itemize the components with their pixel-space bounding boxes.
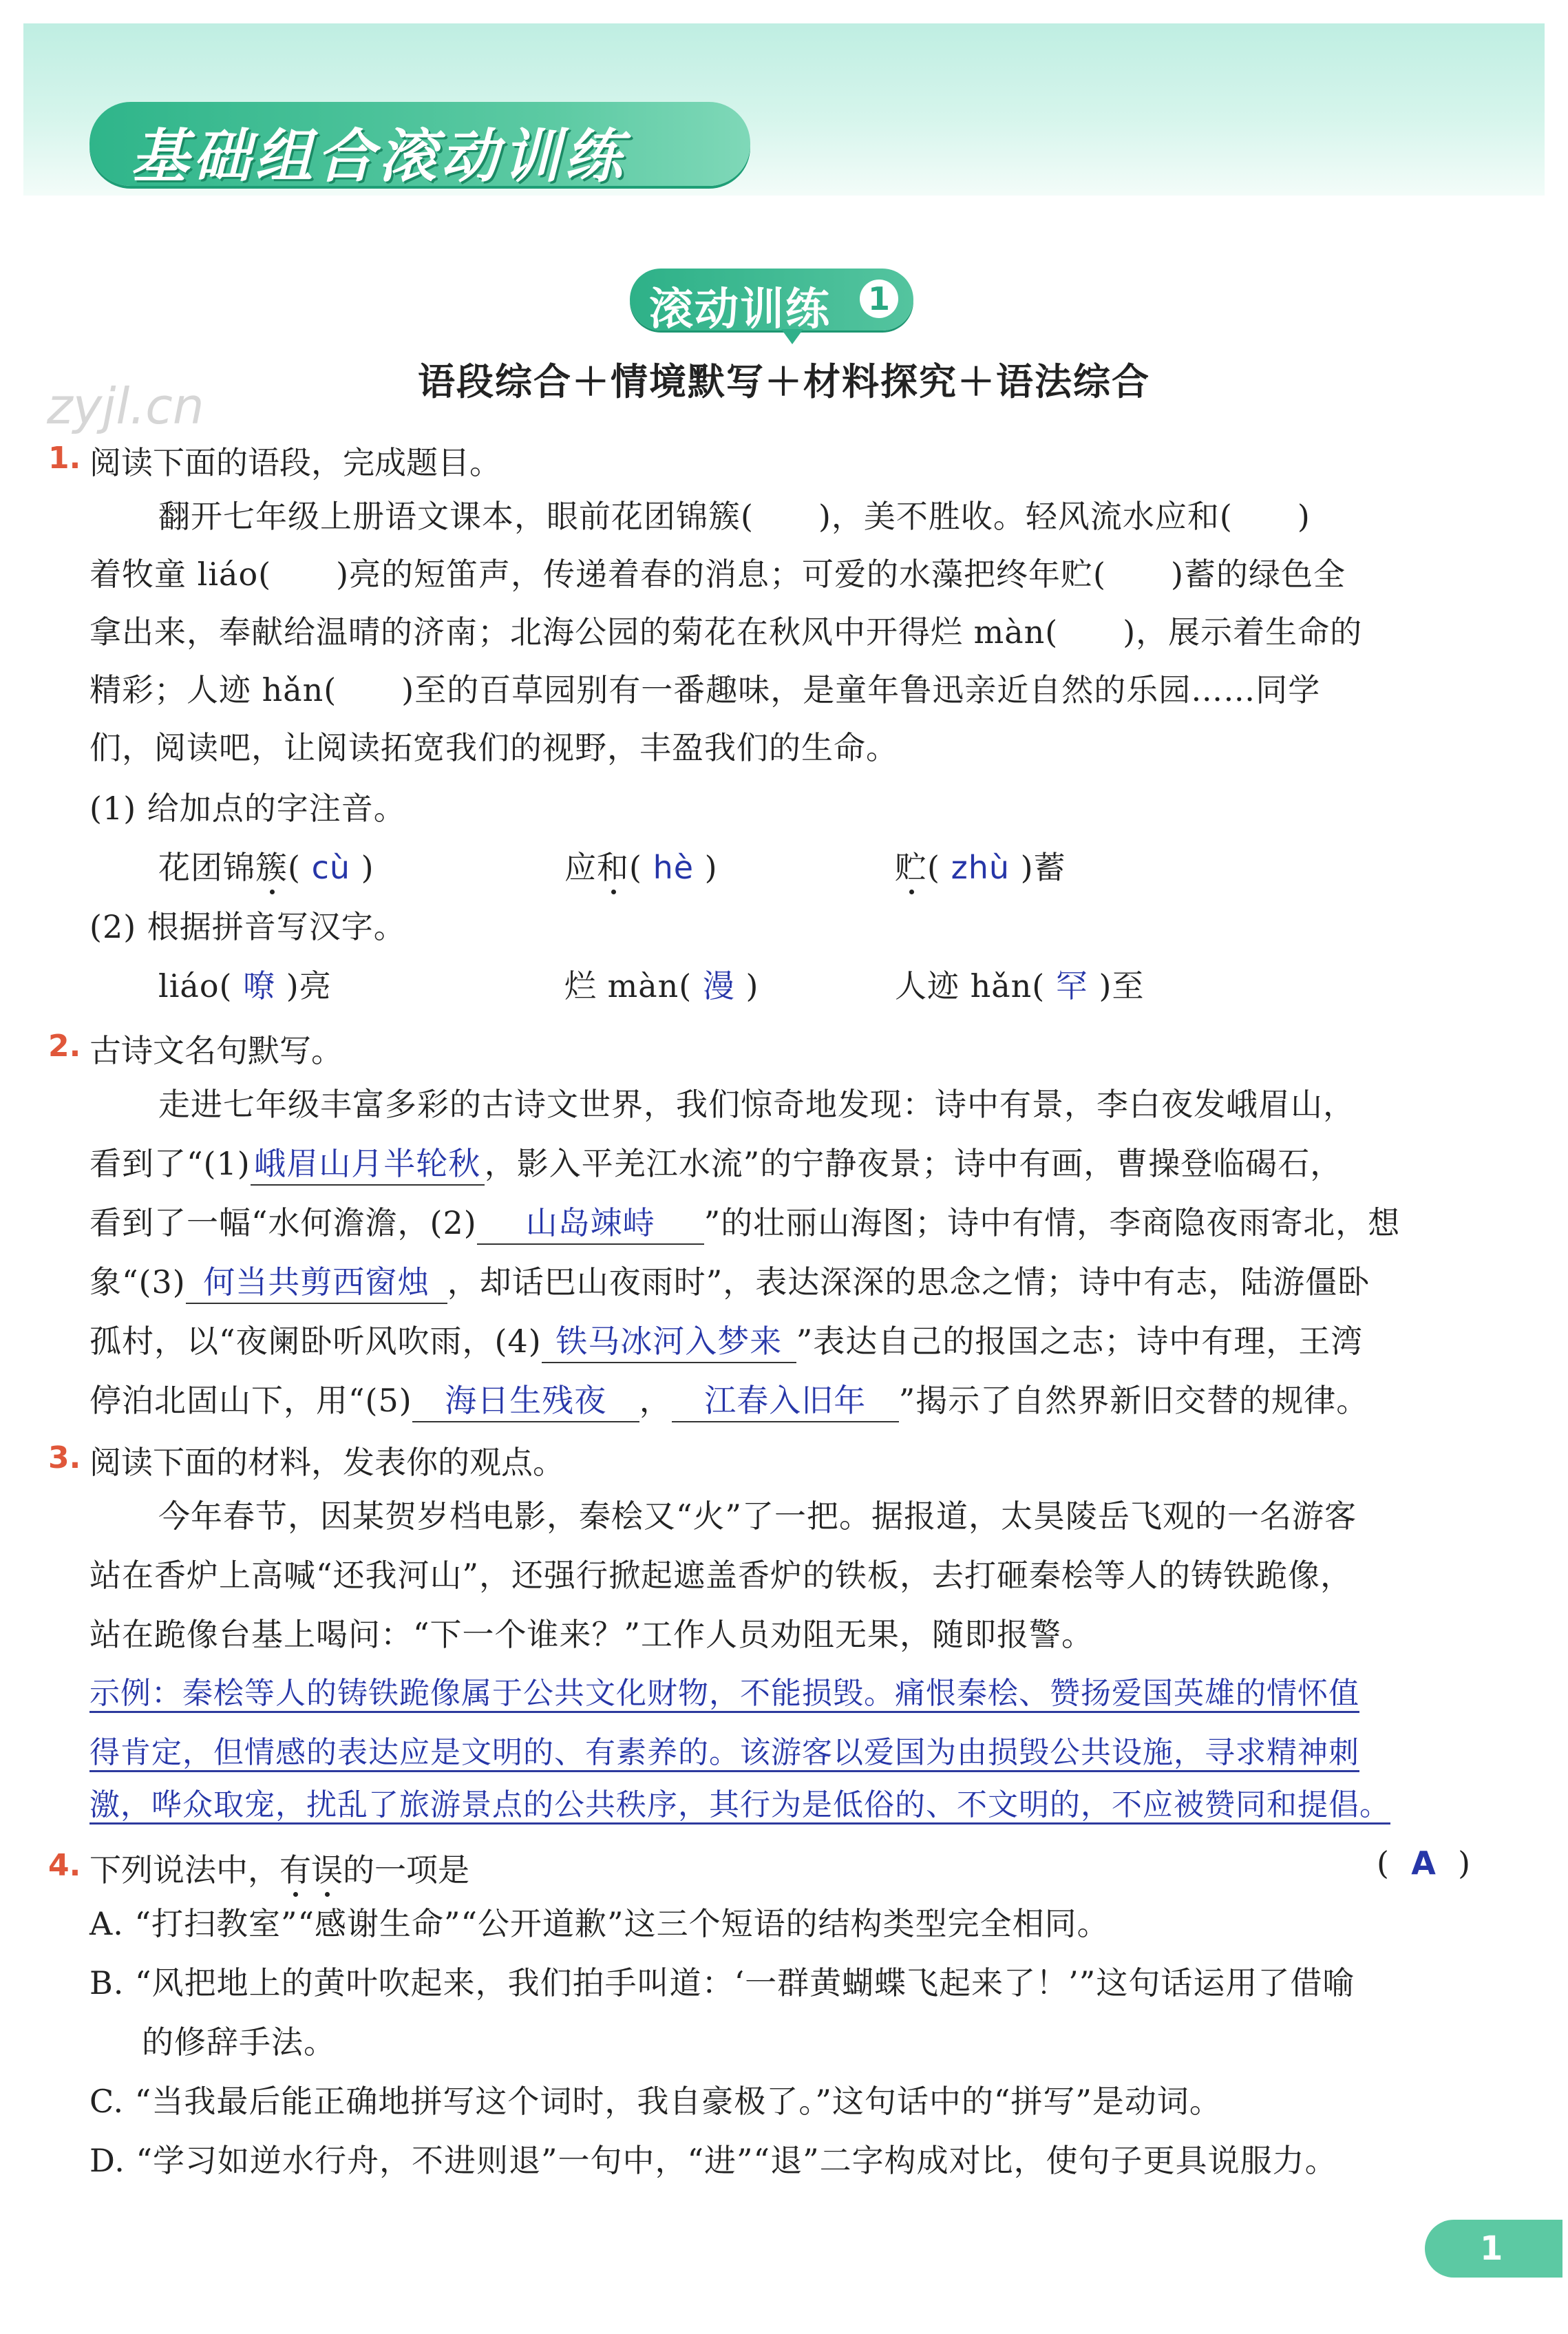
q2-line: 孤村，以“夜阑卧听风吹雨，(4) 铁马冰河入梦来 ”表达自己的报国之志；诗中有理，王湾 (89, 1321, 1363, 1363)
q4-option: C. “当我最后能正确地拼写这个词时，我自豪极了。”这句话中的“拼写”是动词。 (89, 2083, 1222, 2120)
q3-answer-line: 得肯定，但情感的表达应是文明的、有素养的。该游客以爱国为由损毁公共设施，寻求精神刺 (89, 1732, 1359, 1774)
q1-number: 1. (48, 441, 81, 476)
q4-option: 的修辞手法。 (142, 2023, 336, 2061)
q1-sub1-item: 应和( hè ) (564, 849, 718, 886)
q3-answer-line: 激，哗众取宠，扰乱了旅游景点的公共秩序，其行为是低俗的、不文明的，不应被赞同和提倡。 (89, 1785, 1390, 1826)
section-pill (630, 269, 913, 335)
q1-passage-line: 拿出来，奉献给温晴的济南；北海公园的菊花在秋风中开得烂 màn( )，展示着生命的 (89, 613, 1363, 651)
answer-text: cù (311, 849, 351, 886)
page-number: 1 (1425, 2220, 1562, 2278)
q4-answer-bracket: ( A ) (1377, 1844, 1472, 1882)
q3-answer-line: 示例：秦桧等人的铸铁跪像属于公共文化财物，不能损毁。痛恨秦桧、赞扬爱国英雄的情怀值 (89, 1673, 1359, 1714)
answer-blank: 江春入旧年 (672, 1380, 899, 1422)
answer-blank: 铁马冰河入梦来 (542, 1321, 796, 1363)
answer-text: A (1411, 1844, 1437, 1882)
q4-option: A. “打扫教室”“感谢生命”“公开道歉”这三个短语的结构类型完全相同。 (89, 1905, 1110, 1942)
q1-sub2-item: liáo( 嘹 )亮 (158, 967, 332, 1005)
answer-text: zhù (951, 849, 1010, 886)
q3-passage-line: 站在香炉上高喊“还我河山”，还强行掀起遮盖香炉的铁板，去打砸秦桧等人的铸铁跪像， (89, 1557, 1353, 1594)
q2-line: 看到了一幅“水何澹澹，(2) 山岛竦峙 ”的壮丽山海图；诗中有情，李商隐夜雨寄北，想 (89, 1202, 1400, 1245)
answer-text: 漫 (702, 967, 735, 1005)
q1-sub1-item: 贮( zhù )蓄 (895, 849, 1066, 886)
q1-sub1-prompt: (1) 给加点的字注音。 (89, 790, 406, 827)
q3-passage-line: 站在跪像台基上喝问：“下一个谁来？”工作人员劝阻无果，随即报警。 (89, 1616, 1094, 1653)
answer-text: 嘹 (243, 967, 276, 1005)
q1-passage-line: 着牧童 liáo( )亮的短笛声，传递着春的消息；可爱的水藻把终年贮( )蓄的绿色全 (89, 556, 1346, 593)
q4-option: B. “风把地上的黄叶吹起来，我们拍手叫道：‘一群黄蝴蝶飞起来了！’”这句话运用了借喻 (89, 1964, 1355, 2001)
q2-line: 停泊北固山下，用“(5) 海日生残夜 ， 江春入旧年 ”揭示了自然界新旧交替的规律。 (89, 1380, 1368, 1422)
q2-line: 象“(3) 何当共剪西窗烛 ，却话巴山夜雨时”，表达深深的思念之情；诗中有志，陆游僵卧 (89, 1261, 1370, 1304)
watermark: zyjl.cn (47, 377, 204, 435)
q3-number: 3. (48, 1440, 81, 1475)
q1-sub2-item: 人迹 hǎn( 罕 )至 (895, 967, 1145, 1005)
banner-title: 基础组合滚动训练 (131, 123, 627, 190)
banner (89, 102, 750, 190)
q1-prompt: 阅读下面的语段，完成题目。 (89, 444, 501, 481)
q1-sub1-item: 花团锦簇( cù ) (158, 849, 374, 886)
q1-passage-line: 翻开七年级上册语文课本，眼前花团锦簇( )，美不胜收。轻风流水应和( ) (158, 498, 1311, 535)
answer-text: hè (653, 849, 695, 886)
q1-sub2-item: 烂 màn( 漫 ) (564, 967, 759, 1005)
q2-line: 看到了“(1) 峨眉山月半轮秋 ，影入平羌江水流”的宁静夜景；诗中有画，曹操登临碣石， (89, 1143, 1342, 1186)
q1-passage-line: 们，阅读吧，让阅读拓宽我们的视野，丰盈我们的生命。 (89, 729, 898, 766)
q2-prompt: 古诗文名句默写。 (89, 1032, 343, 1069)
q2-number: 2. (48, 1029, 81, 1064)
answer-blank: 何当共剪西窗烛 (186, 1261, 447, 1304)
answer-blank: 峨眉山月半轮秋 (251, 1143, 485, 1186)
q2-line: 走进七年级丰富多彩的古诗文世界，我们惊奇地发现：诗中有景，李白夜发峨眉山， (158, 1086, 1355, 1123)
answer-blank: 海日生残夜 (412, 1380, 639, 1422)
q3-prompt: 阅读下面的材料，发表你的观点。 (89, 1444, 564, 1481)
answer-text: 罕 (1055, 967, 1088, 1005)
section-subtitle: 语段综合＋情境默写＋材料探究＋语法综合 (418, 359, 1150, 403)
pill-label: 滚动训练 (649, 284, 831, 335)
q4-number: 4. (48, 1848, 81, 1883)
q4-prompt: 下列说法中，有误的一项是 (89, 1851, 469, 1889)
pill-number: 1 (860, 280, 898, 318)
q1-sub2-prompt: (2) 根据拼音写汉字。 (89, 908, 406, 945)
q4-option: D. “学习如逆水行舟，不进则退”一句中，“进”“退”二字构成对比，使句子更具说服力。 (89, 2142, 1337, 2179)
answer-blank: 山岛竦峙 (477, 1202, 704, 1245)
q3-passage-line: 今年春节，因某贺岁档电影，秦桧又“火”了一把。据报道，太昊陵岳飞观的一名游客 (158, 1497, 1357, 1535)
q1-passage-line: 精彩；人迹 hǎn( )至的百草园别有一番趣味，是童年鲁迅亲近自然的乐园……同学 (89, 671, 1321, 708)
